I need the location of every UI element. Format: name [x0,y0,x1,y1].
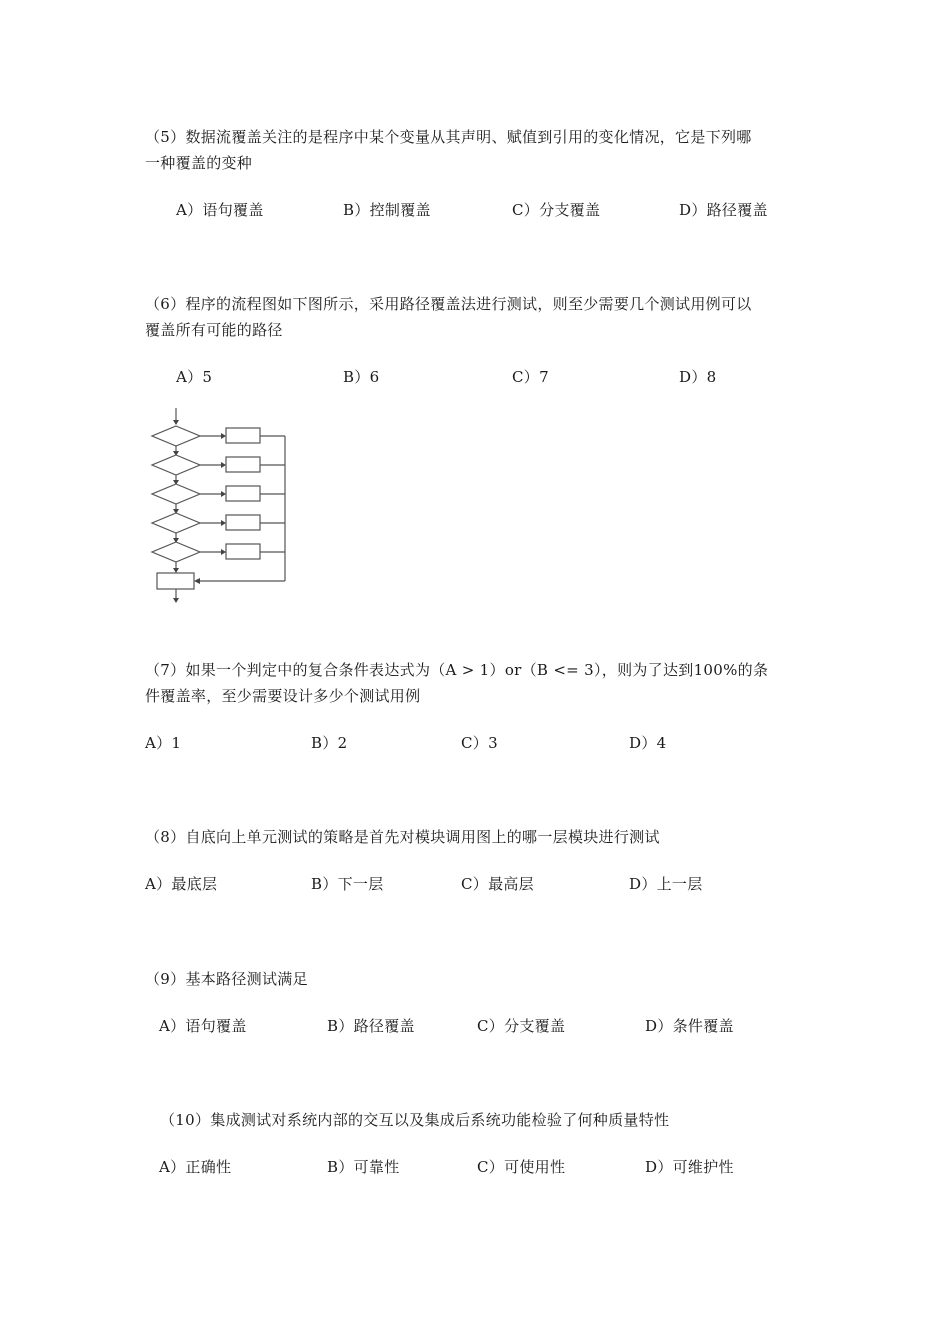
branch-arrowhead-5 [221,549,226,555]
decision-diamond-3 [152,484,200,504]
question-7-option-a: A）1 [145,734,182,752]
question-6-option-c: C）7 [512,368,549,386]
branch-arrowhead-1 [221,433,226,439]
question-10-option-a: A）正确性 [159,1158,232,1176]
question-10-stem: （10）集成测试对系统内部的交互以及集成后系统功能检验了何种质量特性 [160,1111,670,1129]
final-process-box [157,573,194,589]
question-8-option-a: A）最底层 [145,875,218,893]
decision-diamond-4 [152,513,200,533]
question-6-option-a: A）5 [176,368,213,386]
question-6-option-b: B）6 [343,368,380,386]
question-5-option-a: A）语句覆盖 [176,201,264,219]
process-box-1 [226,428,260,443]
question-10-option-b: B）可靠性 [327,1158,400,1176]
flowchart-diagram [140,402,300,608]
process-box-2 [226,457,260,472]
question-5-stem: （5）数据流覆盖关注的是程序中某个变量从其声明、赋值到引用的变化情况，它是下列哪 一种覆盖的变种 [145,128,752,172]
flow-exit-arrowhead [173,598,179,603]
decision-diamond-2 [152,455,200,475]
merge-arrowhead [194,578,200,584]
question-9-option-c: C）分支覆盖 [477,1017,566,1035]
process-box-5 [226,544,260,559]
question-9-option-a: A）语句覆盖 [159,1017,247,1035]
question-8-option-c: C）最高层 [461,875,534,893]
process-box-3 [226,486,260,501]
question-9-option-d: D）条件覆盖 [645,1017,734,1035]
flow-arrowhead-5 [173,568,179,573]
question-7-stem: （7）如果一个判定中的复合条件表达式为（A > 1）or（B <= 3），则为了达到100%的条 件覆盖率，至少需要设计多少个测试用例 [145,661,769,705]
question-5-option-d: D）路径覆盖 [679,201,768,219]
question-7-option-d: D）4 [629,734,667,752]
process-box-4 [226,515,260,530]
question-6-stem: （6）程序的流程图如下图所示，采用路径覆盖法进行测试，则至少需要几个测试用例可以 覆盖所有可能的路径 [145,295,752,339]
question-8-option-d: D）上一层 [629,875,703,893]
flow-entry-arrowhead [173,420,179,425]
branch-arrowhead-4 [221,520,226,526]
question-8-stem: （8）自底向上单元测试的策略是首先对模块调用图上的哪一层模块进行测试 [145,828,660,846]
question-8-option-b: B）下一层 [311,875,384,893]
branch-arrowhead-3 [221,491,226,497]
question-10-option-c: C）可使用性 [477,1158,566,1176]
decision-diamond-1 [152,426,200,446]
question-9-stem: （9）基本路径测试满足 [145,970,308,988]
branch-arrowhead-2 [221,462,226,468]
question-9-option-b: B）路径覆盖 [327,1017,415,1035]
question-5-option-b: B）控制覆盖 [343,201,431,219]
question-5-option-c: C）分支覆盖 [512,201,601,219]
question-7-option-b: B）2 [311,734,348,752]
question-7-option-c: C）3 [461,734,498,752]
decision-diamond-5 [152,542,200,562]
question-6-option-d: D）8 [679,368,717,386]
question-10-option-d: D）可维护性 [645,1158,734,1176]
